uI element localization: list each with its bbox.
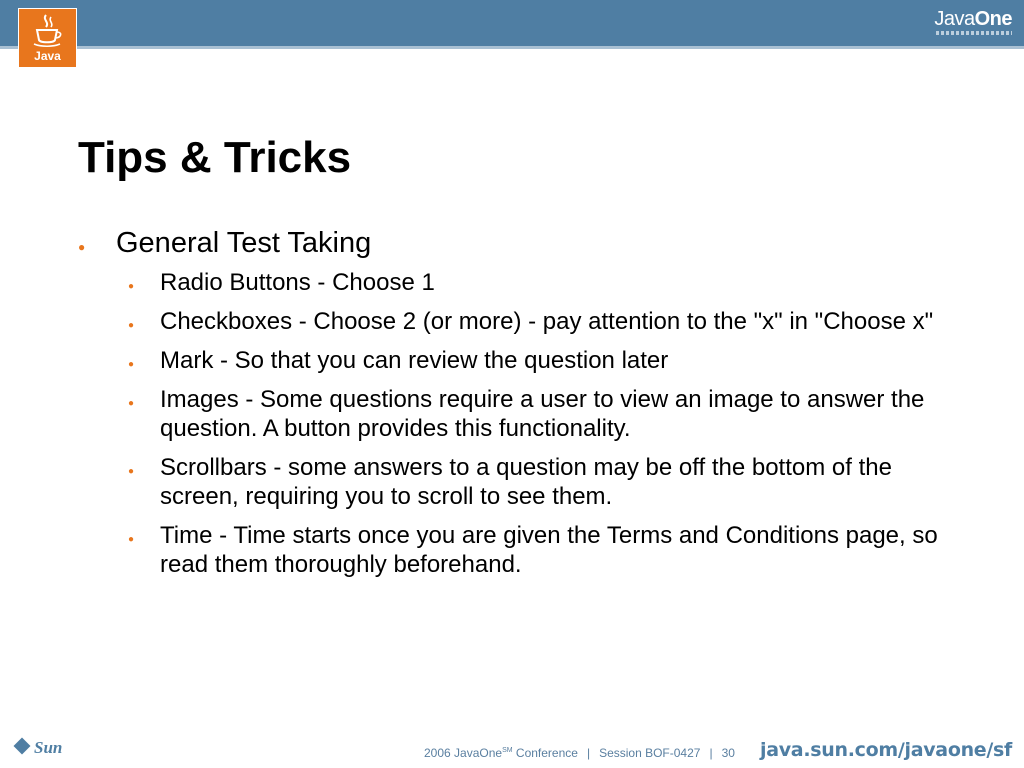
sun-logo: Sun: [16, 738, 62, 758]
footer-conference-info: [424, 746, 735, 760]
conference-name: 2006 JavaOne: [424, 746, 503, 760]
conference-suffix: Conference: [512, 746, 578, 760]
sub-bullet-text: Mark - So that you can review the question later: [160, 347, 669, 374]
bullet-icon: ●: [128, 320, 135, 331]
sub-bullet-checkboxes: [0, 307, 1024, 336]
sub-bullet-images: [0, 385, 1024, 443]
slide-title: Tips & Tricks: [78, 133, 352, 182]
bullet-icon: ●: [128, 359, 135, 370]
javaone-logo-tagline: [936, 31, 1012, 35]
footer-url: java.sun.com/javaone/sf: [759, 739, 1012, 761]
bullet-icon: ●: [78, 240, 86, 254]
sub-bullet-scrollbars: [0, 453, 1024, 511]
footer: [0, 726, 1024, 768]
java-cup-icon: [19, 9, 76, 49]
slide-content: [0, 224, 1024, 589]
footer-separator: |: [586, 746, 591, 760]
bullet-icon: ●: [128, 534, 135, 545]
java-logo-text: Java: [34, 49, 61, 63]
bullet-icon: ●: [128, 281, 135, 292]
sub-bullet-text: Scrollbars - some answers to a question may be off the bottom of the screen, requiring you to scroll to see them.: [160, 454, 892, 510]
footer-separator: |: [709, 746, 713, 760]
bullet-icon: ●: [128, 466, 135, 477]
sub-bullet-list: [0, 268, 1024, 579]
header-bar: [0, 0, 1024, 49]
sub-bullet-mark: [0, 346, 1024, 375]
sub-bullet-time: [0, 521, 1024, 579]
bullet-icon: ●: [128, 398, 135, 409]
page-number: 30: [721, 746, 735, 760]
service-mark: SM: [502, 747, 513, 754]
sun-diamond-icon: [14, 738, 31, 755]
sub-bullet-radio-buttons: [0, 268, 1024, 297]
sub-bullet-text: Images - Some questions require a user to view an image to answer the question. A button provides this functionality.: [160, 386, 925, 442]
sub-bullet-text: Time - Time starts once you are given the Terms and Conditions page, so read them thoroughly beforehand.: [160, 522, 938, 578]
main-bullet-text: General Test Taking: [116, 227, 372, 259]
main-bullet: [0, 224, 1024, 262]
sub-bullet-text: Radio Buttons - Choose 1: [160, 269, 435, 296]
javaone-logo: JavaOne: [934, 8, 1012, 30]
java-logo: [18, 8, 77, 68]
sub-bullet-text: Checkboxes - Choose 2 (or more) - pay attention to the "x" in "Choose x": [160, 308, 934, 335]
session-id: Session BOF-0427: [599, 746, 701, 760]
